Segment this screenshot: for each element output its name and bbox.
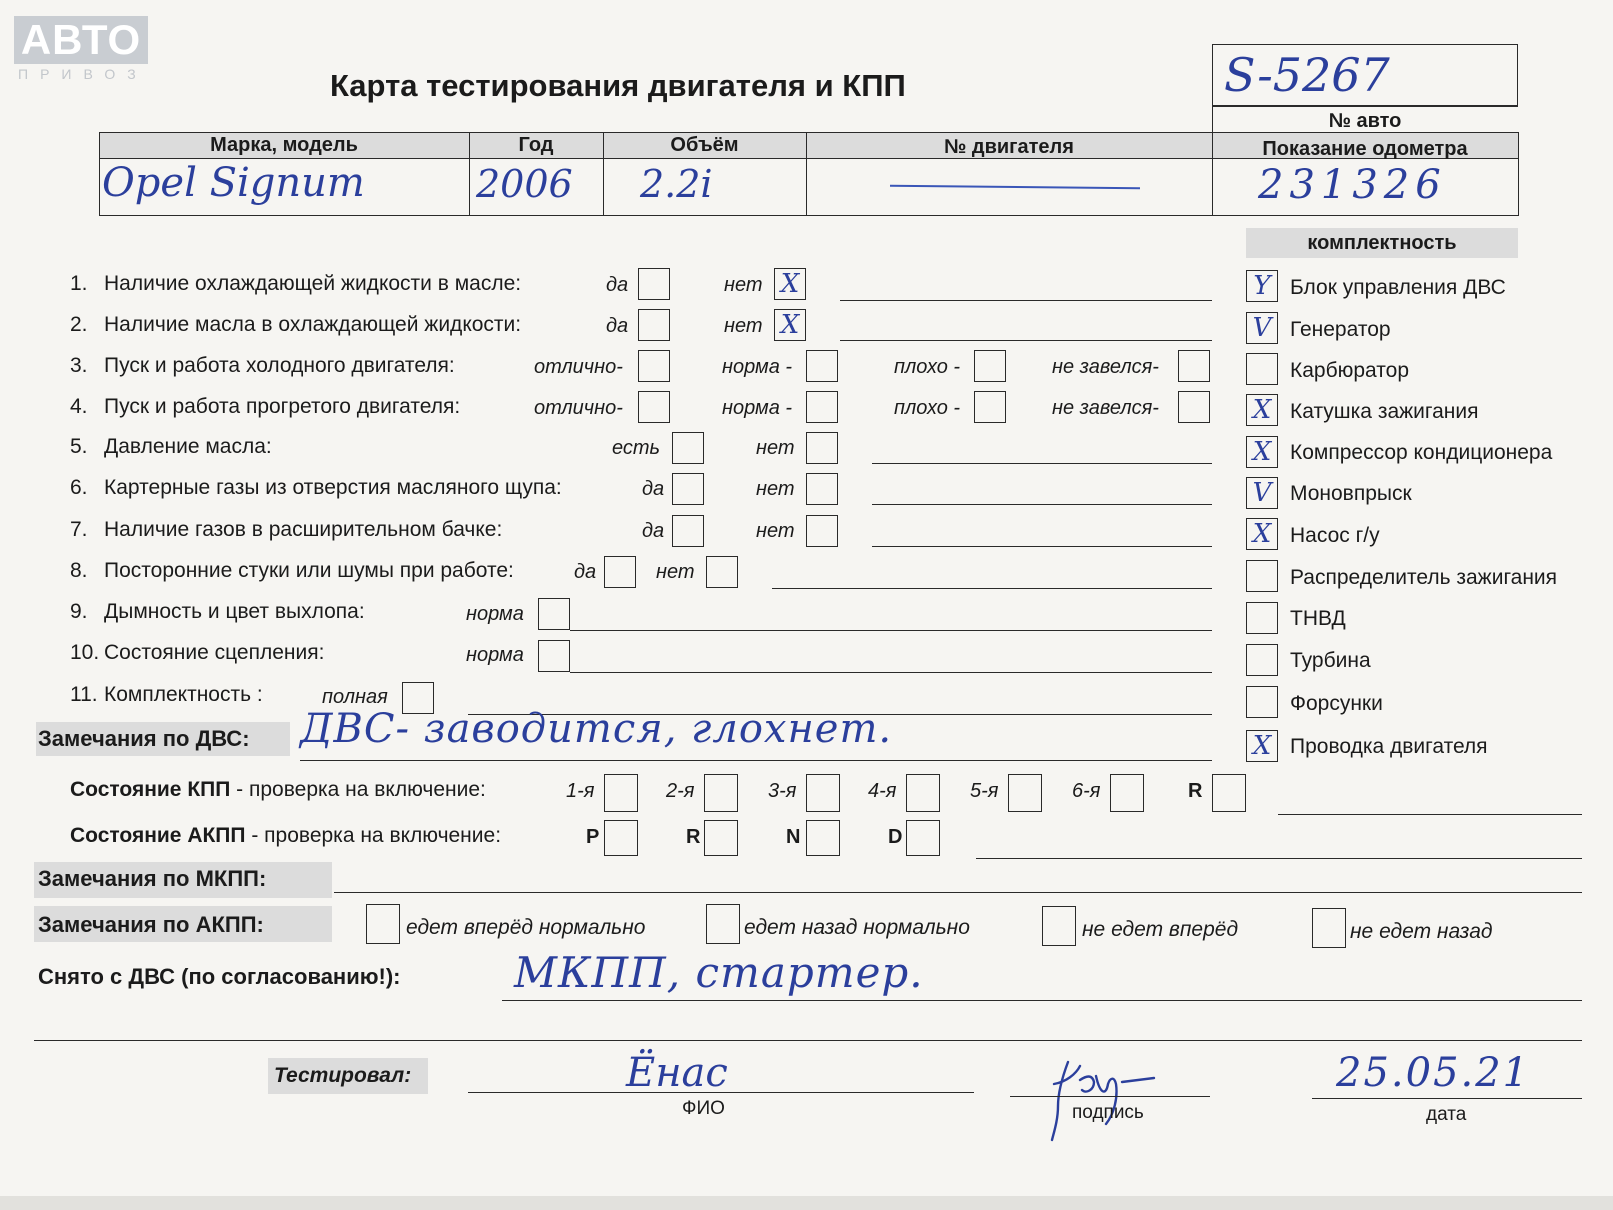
komplekt-label: Турбина [1290,649,1371,672]
option-label: нет [756,478,795,500]
checkbox-q8-net[interactable] [706,556,738,588]
name-caption: ФИО [682,1098,725,1119]
option-label: да [606,315,629,337]
option-label: не завелся- [1052,397,1159,419]
akpp-mode-label: P [586,826,600,848]
komplekt-checkbox[interactable] [1246,560,1278,592]
answer-line [468,1092,974,1093]
option-label: есть [612,437,661,459]
checkbox-q7-net[interactable] [806,515,838,547]
signature-caption: подпись [1072,1102,1144,1123]
answer-line [872,463,1212,464]
test-date: 25.05.21 [1336,1050,1531,1096]
question-text: Давление масла: [104,435,272,458]
checkbox-q4-not-started[interactable] [1178,391,1210,423]
question-number: 11. [70,683,98,706]
logo: АВТО [14,16,148,64]
answer-line [840,340,1212,341]
akpp-option-label: не едет вперёд [1082,918,1239,941]
komplekt-checkbox[interactable]: X [1246,436,1278,468]
option-label: норма - [722,397,793,419]
komplekt-checkbox[interactable] [1246,686,1278,718]
col-divider [1212,106,1213,216]
checkbox-gear-r[interactable] [1212,774,1246,812]
question-number: 3. [70,354,88,377]
komplekt-label: Проводка двигателя [1290,735,1488,758]
question-number: 2. [70,313,88,336]
komplekt-title: комплектность [1307,232,1457,254]
year-label: Год [518,134,554,156]
gear-label: 2-я [666,780,695,802]
checkbox-gear-3[interactable] [806,774,840,812]
checkbox-q1-da[interactable] [638,268,670,300]
komplekt-checkbox[interactable]: X [1246,518,1278,550]
checkbox-q1-net[interactable]: X [774,268,806,300]
komplekt-label: ТНВД [1290,607,1346,630]
question-number: 6. [70,476,88,499]
checkbox-gear-5[interactable] [1008,774,1042,812]
tester-name: Ёнас [626,1050,728,1096]
question-number: 7. [70,518,88,541]
checkbox-akpp-r[interactable] [704,820,738,856]
option-label: да [642,520,665,542]
checkbox-gear-1[interactable] [604,774,638,812]
komplekt-label: Компрессор кондиционера [1290,441,1553,464]
option-label: плохо - [894,356,961,378]
checkbox-akpp-no-reverse[interactable] [1312,908,1346,948]
komplekt-checkbox[interactable]: V [1246,312,1278,344]
checkbox-gear-2[interactable] [704,774,738,812]
remarks-mkpp-label: Замечания по МКПП: [38,866,267,891]
akpp-option-label: едет вперёд нормально [406,916,646,939]
komplekt-checkbox[interactable] [1246,644,1278,676]
komplekt-checkbox[interactable]: X [1246,394,1278,426]
komplekt-checkbox[interactable]: Y [1246,270,1278,302]
checkbox-q4-excellent[interactable] [638,391,670,423]
tested-label: Тестировал: [274,1064,412,1087]
checkbox-akpp-n[interactable] [806,820,840,856]
question-text: Наличие охлаждающей жидкости в масле: [104,272,522,295]
gear-label: 4-я [868,780,897,802]
checkbox-q5-yes[interactable] [672,432,704,464]
volume-value: 2.2i [640,162,713,206]
komplekt-label: Распределитель зажигания [1290,566,1558,589]
komplekt-label: Карбюратор [1290,359,1410,382]
komplekt-label: Генератор [1290,318,1391,341]
date-caption: дата [1426,1104,1467,1125]
checkbox-akpp-forward-ok[interactable] [366,904,400,944]
komplekt-checkbox[interactable] [1246,602,1278,634]
option-label: норма [466,644,524,666]
question-number: 1. [70,272,88,295]
komplekt-label: Блок управления ДВС [1290,276,1506,299]
checkbox-q8-da[interactable] [604,556,636,588]
komplekt-label: Моновпрыск [1290,482,1412,505]
option-label: да [642,478,665,500]
checkbox-gear-6[interactable] [1110,774,1144,812]
kpp-label: Состояние КПП - проверка на включение: [70,778,486,801]
odometer-label: Показание одометра [1262,138,1468,160]
question-text: Пуск и работа холодного двигателя: [104,354,455,377]
answer-line [1010,1096,1210,1097]
checkbox-q3-excellent[interactable] [638,350,670,382]
remarks-engine-label: Замечания по ДВС: [38,726,250,751]
komplekt-label: Насос г/у [1290,524,1380,547]
akpp-option-label: едет назад нормально [744,916,970,939]
checkbox-q7-da[interactable] [672,515,704,547]
question-number: 8. [70,559,88,582]
question-number: 5. [70,435,88,458]
option-label: не завелся- [1052,356,1159,378]
option-label: нет [756,520,795,542]
engine-number-label: № двигателя [944,136,1074,158]
removed-label: Снято с ДВС (по согласованию!): [38,964,401,989]
question-number: 4. [70,395,88,418]
checkbox-akpp-d[interactable] [906,820,940,856]
akpp-mode-label: N [786,826,801,848]
answer-line [334,892,1582,893]
brand-label: Марка, модель [210,134,358,156]
answer-line [502,1000,1582,1001]
akpp-mode-label: R [686,826,701,848]
option-label: полная [322,686,388,708]
question-text: Посторонние стуки или шумы при работе: [104,559,514,582]
checkbox-q5-no[interactable] [806,432,838,464]
question-text: Наличие масла в охлаждающей жидкости: [104,313,522,336]
checkbox-q3-normal[interactable] [806,350,838,382]
komplekt-checkbox[interactable] [1246,353,1278,385]
komplekt-label: Катушка зажигания [1290,400,1479,423]
question-number: 10. [70,641,100,664]
question-number: 9. [70,600,88,623]
question-text: Наличие газов в расширительном бачке: [104,518,503,541]
gear-label: 1-я [566,780,595,802]
checkbox-q2-net[interactable]: X [774,309,806,341]
volume-label: Объём [670,134,739,156]
gear-label: 5-я [970,780,999,802]
answer-line [570,630,1212,631]
answer-line [1312,1098,1582,1099]
checkbox-q9-norm[interactable] [538,598,570,630]
komplekt-checkbox[interactable]: X [1246,730,1278,762]
checkbox-q4-normal[interactable] [806,391,838,423]
akpp-label: Состояние АКПП - проверка на включение: [70,824,502,847]
remarks-akpp-label: Замечания по АКПП: [38,912,264,937]
komplekt-checkbox[interactable]: V [1246,477,1278,509]
checkbox-q6-da[interactable] [672,473,704,505]
akpp-option-label: не едет назад [1350,920,1493,943]
option-label: нет [656,561,695,583]
option-label: да [574,561,597,583]
option-label: нет [724,315,763,337]
card-title: Карта тестирования двигателя и КПП [330,68,906,103]
checkbox-q3-not-started[interactable] [1178,350,1210,382]
checkbox-akpp-no-forward[interactable] [1042,906,1076,946]
option-label: норма - [722,356,793,378]
answer-line [840,300,1212,301]
checkbox-gear-4[interactable] [906,774,940,812]
page-edge [0,1196,1613,1210]
komplekt-label: Форсунки [1290,692,1383,715]
answer-line [300,760,1212,761]
answer-line [976,858,1582,859]
checkbox-q6-net[interactable] [806,473,838,505]
option-label: нет [756,437,795,459]
logo-subtitle: ПРИВОЗ [18,66,148,82]
option-label: нет [724,274,763,296]
option-label: отлично- [534,397,623,419]
odometer-value: 231326 [1258,162,1447,208]
gear-label: 6-я [1072,780,1101,802]
option-label: да [606,274,629,296]
answer-line [872,546,1212,547]
year-value: 2006 [476,162,573,206]
row-divider [1212,106,1518,107]
gear-label: R [1188,780,1203,802]
answer-line [872,504,1212,505]
option-label: плохо - [894,397,961,419]
answer-line [34,1040,1582,1041]
checkbox-q10-norm[interactable] [538,640,570,672]
brand-value: Opel Signum [102,160,365,206]
checkbox-akpp-p[interactable] [604,820,638,856]
removed-value: МКПП, стартер. [514,948,924,997]
option-label: норма [466,603,524,625]
car-number-label: № авто [1328,110,1402,132]
question-text: Дымность и цвет выхлопа: [104,600,365,623]
checkbox-q4-bad[interactable] [974,391,1006,423]
checkbox-q3-bad[interactable] [974,350,1006,382]
checkbox-q2-da[interactable] [638,309,670,341]
option-label: отлично- [534,356,623,378]
checkbox-akpp-reverse-ok[interactable] [706,904,740,944]
answer-line [1278,814,1582,815]
remarks-engine-value: ДВС- заводится, глохнет. [300,706,893,752]
answer-line [570,672,1212,673]
question-text: Пуск и работа прогретого двигателя: [104,395,461,418]
gear-label: 3-я [768,780,797,802]
question-text: Комплектность : [104,683,263,706]
akpp-mode-label: D [888,826,903,848]
question-text: Картерные газы из отверстия масляного щупа: [104,476,562,499]
answer-line [772,588,1212,589]
signature-image [1036,1054,1176,1144]
question-text: Состояние сцепления: [104,641,325,664]
car-number-value: S-5267 [1224,48,1390,102]
